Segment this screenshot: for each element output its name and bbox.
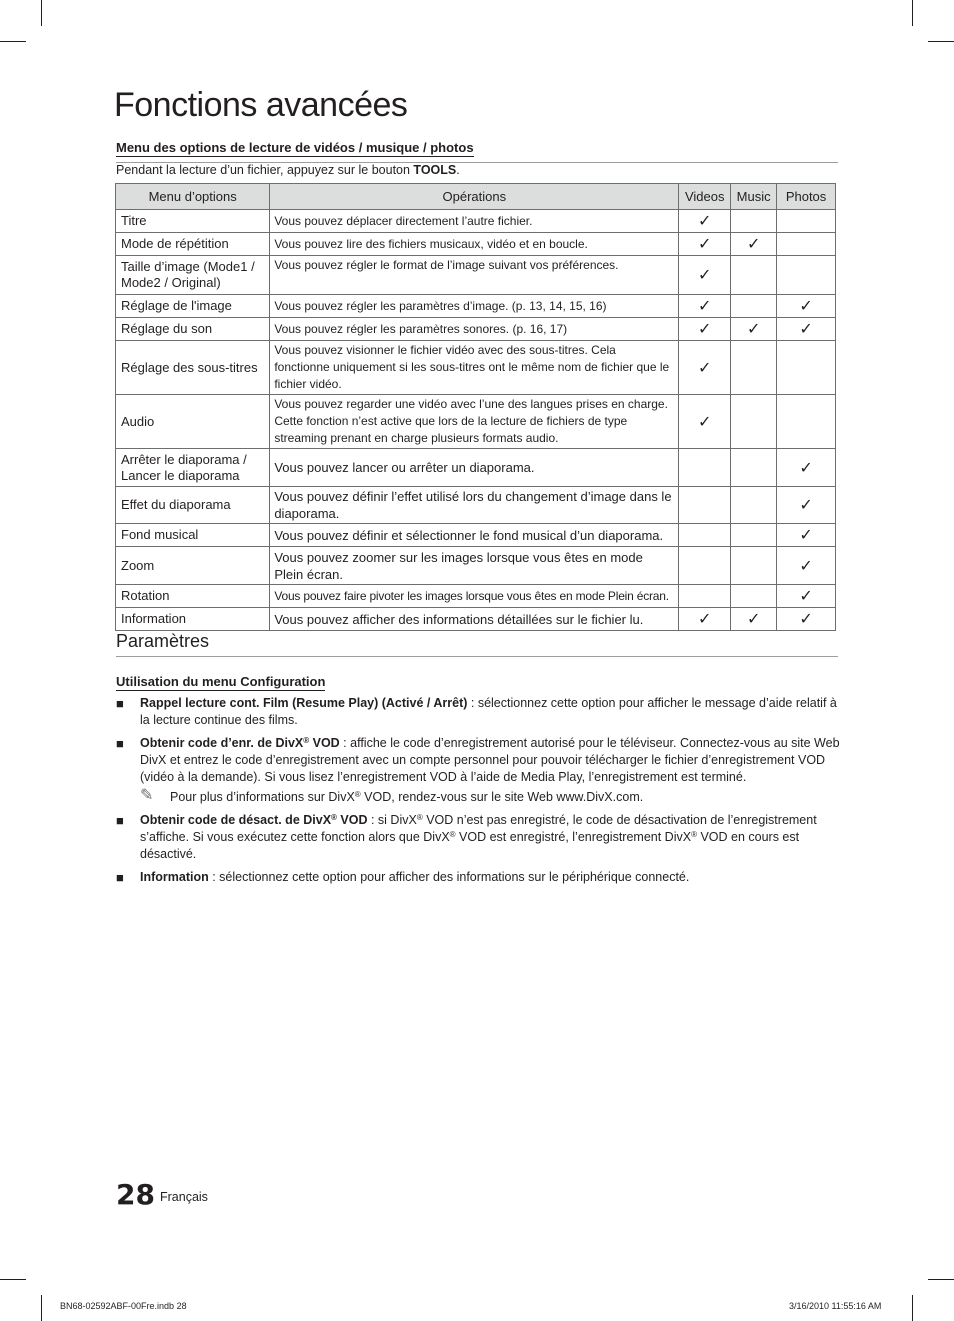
header-videos: Videos (679, 184, 731, 210)
option-description: : sélectionnez cette option pour afficher des informations sur le périphérique connecté. (208, 870, 690, 884)
option-description: Vous pouvez définir et sélectionner le fond musical d’un diaporama. (270, 524, 679, 547)
bullet-square-icon: ■ (116, 870, 124, 885)
option-name: Réglage de l'image (116, 295, 270, 318)
bullet-square-icon: ■ (116, 813, 124, 828)
settings-list (116, 695, 840, 892)
option-name: Zoom (116, 547, 270, 585)
option-description: Vous pouvez regarder une vidéo avec l’une des langues prises en charge. Cette fonction n’est active que lors de la lecture de fichiers de type streaming prenant en charge plusieurs formats audio. (270, 395, 679, 449)
intro-suffix: . (456, 163, 460, 177)
option-name: Réglage des sous-titres (116, 341, 270, 395)
photos-check (777, 341, 836, 395)
table-row (116, 341, 836, 395)
videos-check: ✓ (679, 233, 731, 256)
options-menu-heading: Menu des options de lecture de vidéos / musique / photos (116, 140, 474, 155)
photos-check (777, 233, 836, 256)
page-number: 28 (116, 1178, 155, 1211)
registered-mark: ® (449, 830, 456, 839)
videos-check (679, 487, 731, 524)
option-name: Fond musical (116, 524, 270, 547)
note-text: VOD, rendez-vous sur le site Web www.DivX.com. (360, 790, 644, 804)
crop-mark (912, 1295, 913, 1321)
table-header-row (116, 184, 836, 210)
videos-check: ✓ (679, 395, 731, 449)
music-check (731, 585, 777, 608)
option-description: VOD n’est pas enregistré, le code de désactivation de l’enregistrement s’affiche. Si vous exécutez cette fonction alors que DivX (140, 813, 817, 844)
option-description: Vous pouvez lancer ou arrêter un diaporama. (270, 449, 679, 487)
header-menu: Menu d’options (116, 184, 270, 210)
intro-text: Pendant la lecture d’un fichier, appuyez sur le bouton (116, 163, 414, 177)
option-description: VOD en cours est désactivé. (140, 830, 800, 861)
option-label-part: VOD (309, 736, 340, 750)
photos-check: ✓ (777, 318, 836, 341)
option-description: VOD est enregistré, l’enregistrement DivX (455, 830, 692, 844)
option-name: Taille d’image (Mode1 / Mode2 / Original) (116, 256, 270, 295)
music-check: ✓ (731, 608, 777, 631)
music-check (731, 210, 777, 233)
music-check: ✓ (731, 233, 777, 256)
photos-check (777, 256, 836, 295)
table-row (116, 449, 836, 487)
option-description: : si DivX (367, 813, 417, 827)
option-name: Audio (116, 395, 270, 449)
option-description: : affiche le code d’enregistrement autorisé pour le téléviseur. Connectez-vous au site Web DivX et entrez le code d’enregistrement avec un compte personnel pour pouvoir télécharger le fichier d’enregistrement VOD (vidéo à la demande). Si vous lisez l’enregistrement VOD à l’aide de Media Play, l’enregistrement est terminé. (140, 736, 840, 784)
option-label (140, 736, 340, 750)
list-item (116, 812, 840, 863)
page-language: Français (160, 1190, 208, 1204)
videos-check: ✓ (679, 256, 731, 295)
photos-check: ✓ (777, 487, 836, 524)
music-check (731, 295, 777, 318)
videos-check: ✓ (679, 210, 731, 233)
list-item (116, 869, 840, 886)
videos-check (679, 449, 731, 487)
option-description: Vous pouvez visionner le fichier vidéo avec des sous-titres. Cela fonctionne uniquement si les sous-titres ont le même nom de fichier que le fichier vidéo. (270, 341, 679, 395)
photos-check: ✓ (777, 585, 836, 608)
music-check (731, 256, 777, 295)
photos-check: ✓ (777, 449, 836, 487)
option-name: Mode de répétition (116, 233, 270, 256)
list-item (116, 695, 840, 729)
crop-mark (0, 1279, 26, 1280)
option-description: : sélectionnez cette option pour afficher le message d’aide relatif à la lecture continue des films. (140, 696, 837, 727)
registered-mark: ® (691, 830, 697, 839)
option-description: Vous pouvez faire pivoter les images lorsque vous êtes en mode Plein écran. (270, 585, 679, 608)
list-item (116, 735, 840, 806)
table-row (116, 487, 836, 524)
videos-check: ✓ (679, 318, 731, 341)
note-text: Pour plus d’informations sur DivX (170, 790, 355, 804)
print-file-info: BN68-02592ABF-00Fre.indb 28 (60, 1301, 187, 1311)
photos-check (777, 210, 836, 233)
table-row (116, 210, 836, 233)
crop-mark (41, 0, 42, 26)
option-label: Information (140, 870, 209, 884)
music-check (731, 395, 777, 449)
option-description: Vous pouvez zoomer sur les images lorsque vous êtes en mode Plein écran. (270, 547, 679, 585)
bullet-square-icon: ■ (116, 696, 124, 711)
table-row (116, 608, 836, 631)
header-music: Music (731, 184, 777, 210)
option-description: Vous pouvez régler le format de l’image suivant vos préférences. (270, 256, 679, 295)
option-label-part: Obtenir code d’enr. de DivX (140, 736, 304, 750)
crop-mark (0, 41, 26, 42)
option-name: Réglage du son (116, 318, 270, 341)
crop-mark (912, 0, 913, 26)
videos-check: ✓ (679, 608, 731, 631)
crop-mark (928, 41, 954, 42)
photos-check (777, 395, 836, 449)
bullet-square-icon: ■ (116, 736, 124, 751)
music-check (731, 524, 777, 547)
table-row (116, 524, 836, 547)
table-row (116, 295, 836, 318)
option-description: Vous pouvez lire des fichiers musicaux, vidéo et en boucle. (270, 233, 679, 256)
options-table (115, 183, 836, 631)
note (140, 789, 840, 806)
registered-mark: ® (331, 813, 337, 822)
option-description: Vous pouvez régler les paramètres d’image. (p. 13, 14, 15, 16) (270, 295, 679, 318)
page-title: Fonctions avancées (114, 86, 408, 124)
videos-check (679, 585, 731, 608)
photos-check: ✓ (777, 524, 836, 547)
music-check: ✓ (731, 318, 777, 341)
option-description: Vous pouvez afficher des informations détaillées sur le fichier lu. (270, 608, 679, 631)
option-label: Rappel lecture cont. Film (Resume Play) (Activé / Arrêt) (140, 696, 468, 710)
crop-mark (928, 1279, 954, 1280)
header-photos: Photos (777, 184, 836, 210)
option-label-part: Obtenir code de désact. de DivX (140, 813, 332, 827)
registered-mark: ® (416, 813, 423, 822)
table-row (116, 256, 836, 295)
option-label-part: VOD (336, 813, 368, 827)
videos-check: ✓ (679, 341, 731, 395)
music-check (731, 547, 777, 585)
print-timestamp: 3/16/2010 11:55:16 AM (789, 1301, 882, 1311)
settings-section-title: Paramètres (116, 631, 838, 657)
music-check (731, 341, 777, 395)
table-row (116, 547, 836, 585)
pencil-note-icon: ✎ (140, 787, 154, 804)
table-row (116, 233, 836, 256)
options-menu-intro (116, 162, 838, 177)
registered-mark: ® (354, 790, 361, 799)
option-name: Rotation (116, 585, 270, 608)
header-operations: Opérations (270, 184, 679, 210)
option-name: Information (116, 608, 270, 631)
registered-mark: ® (303, 736, 310, 745)
videos-check (679, 524, 731, 547)
videos-check: ✓ (679, 295, 731, 318)
photos-check: ✓ (777, 547, 836, 585)
table-row (116, 318, 836, 341)
table-row (116, 585, 836, 608)
option-name: Titre (116, 210, 270, 233)
crop-mark (41, 1295, 42, 1321)
option-name: Arrêter le diaporama / Lancer le diaporama (116, 449, 270, 487)
photos-check: ✓ (777, 295, 836, 318)
videos-check (679, 547, 731, 585)
option-description: Vous pouvez déplacer directement l’autre fichier. (270, 210, 679, 233)
option-description: Vous pouvez définir l’effet utilisé lors du changement d’image dans le diaporama. (270, 487, 679, 524)
photos-check: ✓ (777, 608, 836, 631)
tools-button-label: TOOLS (413, 163, 457, 177)
config-menu-heading: Utilisation du menu Configuration (116, 674, 326, 689)
option-description: Vous pouvez régler les paramètres sonores. (p. 16, 17) (270, 318, 679, 341)
music-check (731, 449, 777, 487)
option-label (140, 813, 368, 827)
option-name: Effet du diaporama (116, 487, 270, 524)
music-check (731, 487, 777, 524)
table-row (116, 395, 836, 449)
